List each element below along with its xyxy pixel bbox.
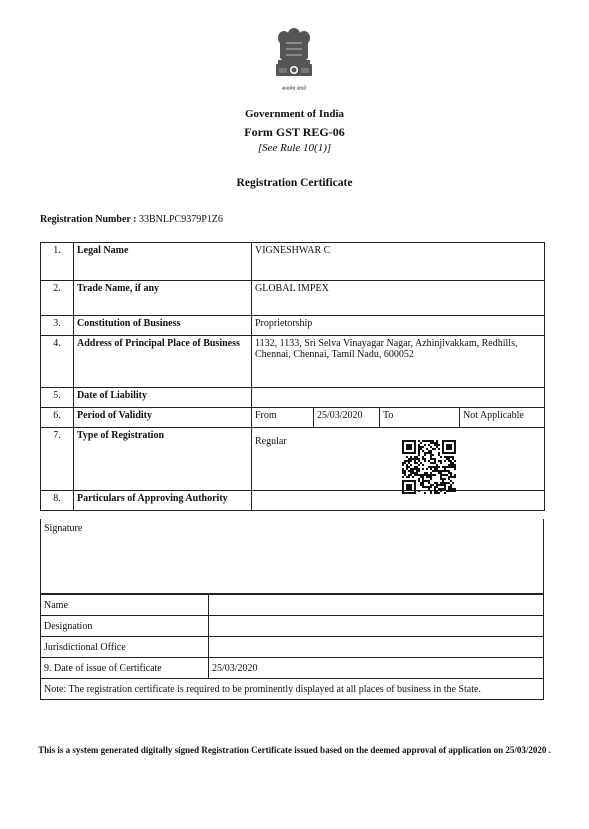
registration-type-value [252, 428, 545, 491]
registration-number [40, 214, 223, 225]
row-label: Trade Name, if any [74, 281, 252, 316]
row-number: 4. [41, 336, 74, 388]
legal-name-value: VIGNESHWAR C [252, 243, 545, 281]
footer-statement: This is a system generated digitally signed Registration Certificate issued based on the deemed approval of application on 25/03/2020 . [38, 745, 551, 755]
row-label: Date of Liability [74, 388, 252, 408]
table-row [41, 316, 545, 336]
note-text: Note: The registration certificate is required to be prominently displayed at all places of business in the State. [41, 679, 544, 700]
issue-date-value: 25/03/2020 [209, 658, 544, 679]
authority-table [40, 594, 544, 700]
table-row [41, 658, 544, 679]
registration-number-label: Registration Number : [40, 214, 137, 225]
signature-label: Signature [44, 523, 83, 534]
authority-value [252, 491, 545, 511]
qr-code-icon [402, 440, 456, 494]
liability-value [252, 388, 545, 408]
validity-from-value: 25/03/2020 [314, 408, 380, 428]
jurisdictional-office-label: Jurisdictional Office [41, 637, 209, 658]
designation-value [209, 616, 544, 637]
rule-reference: [See Rule 10(1)] [257, 142, 332, 154]
certificate-table [40, 242, 545, 511]
table-row [41, 616, 544, 637]
name-value [209, 595, 544, 616]
row-label: Type of Registration [74, 428, 252, 491]
signature-box [40, 519, 544, 594]
jurisdictional-office-value [209, 637, 544, 658]
name-label: Name [41, 595, 209, 616]
row-number: 2. [41, 281, 74, 316]
table-row [41, 336, 545, 388]
row-label: Constitution of Business [74, 316, 252, 336]
row-number: 3. [41, 316, 74, 336]
row-number: 8. [41, 491, 74, 511]
table-row [41, 281, 545, 316]
row-number: 1. [41, 243, 74, 281]
government-heading: Government of India [245, 108, 344, 120]
validity-to-value: Not Applicable [460, 408, 545, 428]
table-row [41, 388, 545, 408]
form-title: Form GST REG-06 [244, 125, 345, 139]
constitution-value: Proprietorship [252, 316, 545, 336]
row-number: 5. [41, 388, 74, 408]
address-value: 1132, 1133, Sri Selva Vinayagar Nagar, Azhinjivakkam, Redhills, Chennai, Chennai, Tamil Nadu, 600052 [252, 336, 545, 388]
table-row [41, 595, 544, 616]
table-row [41, 637, 544, 658]
table-row [41, 679, 544, 700]
table-row [41, 243, 545, 281]
row-number: 6. [41, 408, 74, 428]
table-row [41, 428, 545, 491]
table-row [41, 408, 545, 428]
validity-from-label: From [252, 408, 314, 428]
registration-type-text: Regular [255, 436, 287, 447]
validity-to-label: To [380, 408, 460, 428]
registration-number-value: 33BNLPC9379P1Z6 [138, 214, 223, 225]
issue-date-label: 9. Date of issue of Certificate [41, 658, 209, 679]
table-row [41, 491, 545, 511]
trade-name-value: GLOBAL IMPEX [252, 281, 545, 316]
row-label: Legal Name [74, 243, 252, 281]
designation-label: Designation [41, 616, 209, 637]
row-label: Particulars of Approving Authority [74, 491, 252, 511]
row-label: Address of Principal Place of Business [74, 336, 252, 388]
emblem-motto: सत्यमेव जयते [281, 87, 307, 92]
row-label: Period of Validity [74, 408, 252, 428]
certificate-title: Registration Certificate [236, 177, 353, 189]
row-number: 7. [41, 428, 74, 491]
